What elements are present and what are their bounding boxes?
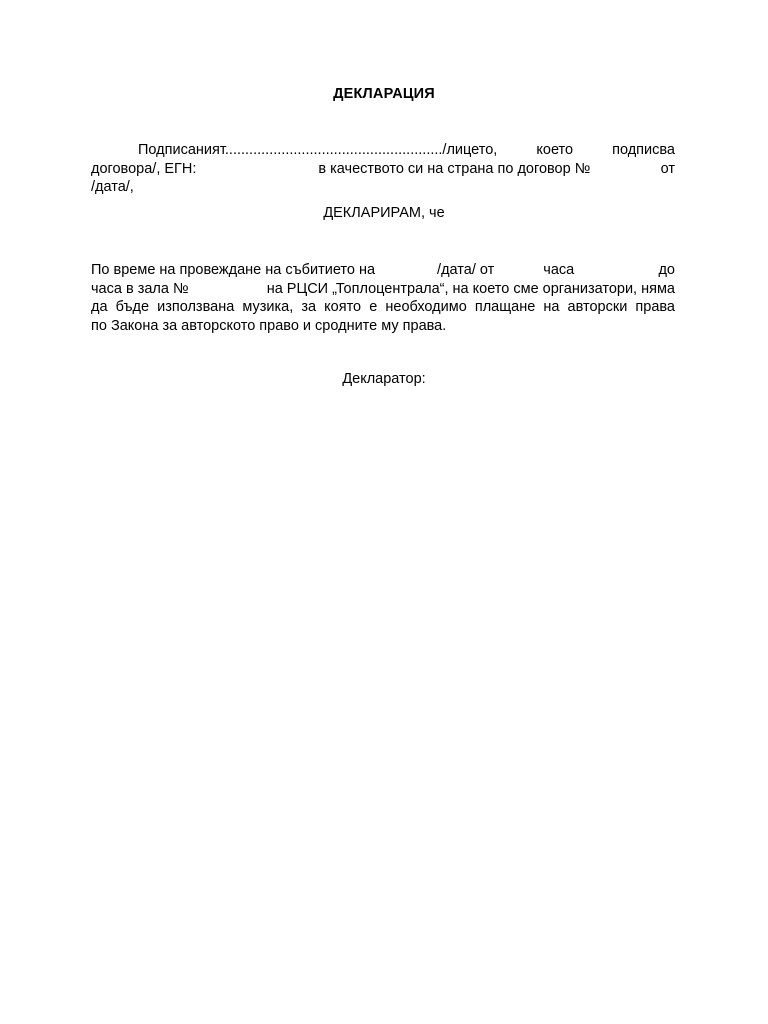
date-from-text: /дата/ от	[437, 262, 495, 278]
egn-label: договора/, ЕГН:	[91, 160, 197, 177]
from-text: от	[660, 160, 675, 177]
signs-text: подписва	[612, 142, 675, 158]
hall-text: часа в зала №	[91, 280, 189, 297]
law-text: по Закона за авторското право и сродните му права.	[91, 317, 447, 334]
paragraph-line	[91, 298, 675, 317]
event-date-blank	[375, 261, 437, 280]
signatory-text: Подписаният....................................................../лицето,	[138, 142, 498, 158]
music-text: да бъде използвана музика, за която е необходимо плащане на авторски права	[91, 299, 675, 315]
hall-number-blank	[189, 280, 218, 299]
egn-blank	[196, 160, 318, 179]
event-text: По време на провеждане на събитието на	[91, 262, 376, 278]
contract-party-text: в качеството си на страна по договор №	[318, 160, 591, 177]
paragraph-line	[91, 317, 675, 336]
event-paragraph	[91, 261, 675, 335]
paragraph-line	[91, 160, 675, 179]
paragraph-line	[91, 178, 675, 197]
hours-text: часа	[543, 262, 575, 278]
end-hour-blank	[574, 261, 658, 280]
declarant-paragraph	[91, 141, 675, 197]
date-text: /дата/,	[91, 179, 134, 195]
signature-label: Декларатор:	[342, 371, 426, 387]
start-hour-blank	[494, 261, 543, 280]
venue-text: на РЦСИ „Топлоцентрала“, на което сме организатори, няма	[266, 280, 675, 297]
contract-number-blank	[590, 160, 660, 179]
paragraph-line	[91, 261, 675, 280]
document-title: ДЕКЛАРАЦИЯ	[333, 86, 435, 102]
paragraph-line	[91, 141, 675, 160]
to-text: до	[658, 262, 675, 278]
which-text: което	[536, 142, 574, 158]
paragraph-line	[91, 280, 675, 299]
declare-heading: ДЕКЛАРИРАМ, че	[323, 205, 445, 221]
